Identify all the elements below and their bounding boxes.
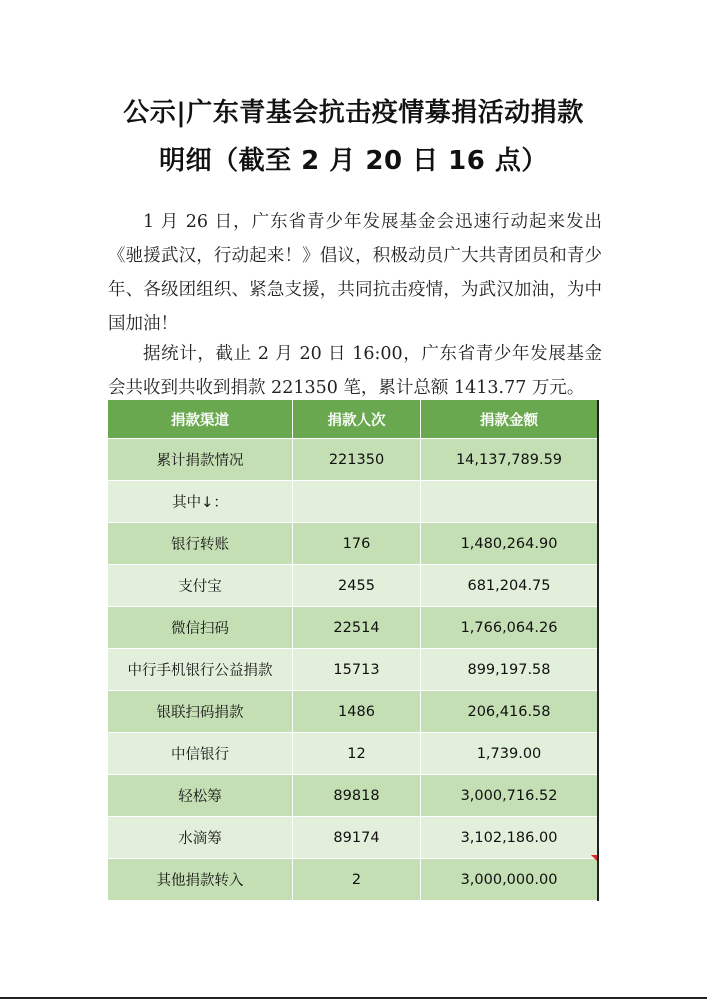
header-count: 捐款人次 (293, 400, 421, 438)
table-row (108, 481, 597, 523)
table-row (108, 817, 597, 859)
table-row (108, 649, 597, 691)
intro-paragraph: 1 月 26 日，广东省青少年发展基金会迅速行动起来发出《驰援武汉，行动起来！》倡议，积极动员广大共青团员和青少年、各级团组织、紧急支援，共同抗击疫情，为武汉加油，为中国加油！ (108, 212, 602, 334)
cell-channel: 水滴筹 (108, 817, 293, 858)
cell-count: 15713 (293, 649, 421, 690)
table-row (108, 607, 597, 649)
document-title-line-1: 公示|广东青基会抗击疫情募捐活动捐款 (123, 98, 584, 128)
cell-amount: 3,000,716.52 (460, 787, 558, 804)
comment-marker-icon (591, 855, 597, 861)
table-row (108, 439, 597, 481)
cell-count: 1486 (293, 691, 421, 732)
cell-count: 12 (293, 733, 421, 774)
cell-count: 176 (293, 523, 421, 564)
donation-table (108, 400, 599, 901)
cell-count: 221350 (293, 439, 421, 480)
table-row (108, 859, 597, 901)
cell-channel: 银联扫码捐款 (108, 691, 293, 732)
cell-channel: 中行手机银行公益捐款 (108, 649, 293, 690)
header-channel: 捐款渠道 (108, 400, 293, 438)
table-row (108, 733, 597, 775)
statistics-paragraph: 据统计，截止 2 月 20 日 16:00，广东省青少年发展基金会共收到共收到捐款 221350 笔，累计总额 1413.77 万元。 (108, 344, 602, 398)
cell-amount: 3,000,000.00 (460, 871, 558, 888)
cell-channel: 银行转账 (108, 523, 293, 564)
cell-count: 22514 (293, 607, 421, 648)
cell-amount (421, 481, 597, 522)
table-body (108, 439, 597, 901)
table-row (108, 565, 597, 607)
table-header-row (108, 400, 597, 439)
cell-amount: 3,102,186.00 (460, 829, 558, 846)
cell-channel: 累计捐款情况 (108, 439, 293, 480)
table-row (108, 523, 597, 565)
header-amount: 捐款金额 (480, 412, 538, 429)
table-row (108, 775, 597, 817)
cell-amount: 1,480,264.90 (460, 535, 558, 552)
cell-channel: 轻松筹 (108, 775, 293, 816)
cell-count: 2455 (293, 565, 421, 606)
cell-count (293, 481, 421, 522)
cell-count: 2 (293, 859, 421, 900)
cell-count: 89174 (293, 817, 421, 858)
cell-amount: 1,739.00 (476, 745, 542, 762)
page-bottom-rule (0, 997, 707, 999)
cell-amount: 1,766,064.26 (460, 619, 558, 636)
cell-channel: 其中↓： (108, 481, 293, 522)
table-row (108, 691, 597, 733)
cell-count: 89818 (293, 775, 421, 816)
cell-channel: 微信扫码 (108, 607, 293, 648)
cell-channel: 支付宝 (108, 565, 293, 606)
document-title-line-2: 明细（截至 2 月 20 日 16 点） (159, 146, 548, 176)
cell-channel: 中信银行 (108, 733, 293, 774)
cell-amount: 681,204.75 (467, 577, 551, 594)
cell-channel: 其他捐款转入 (108, 859, 293, 900)
cell-amount: 899,197.58 (467, 661, 551, 678)
cell-amount: 206,416.58 (467, 703, 551, 720)
cell-amount: 14,137,789.59 (455, 451, 563, 468)
